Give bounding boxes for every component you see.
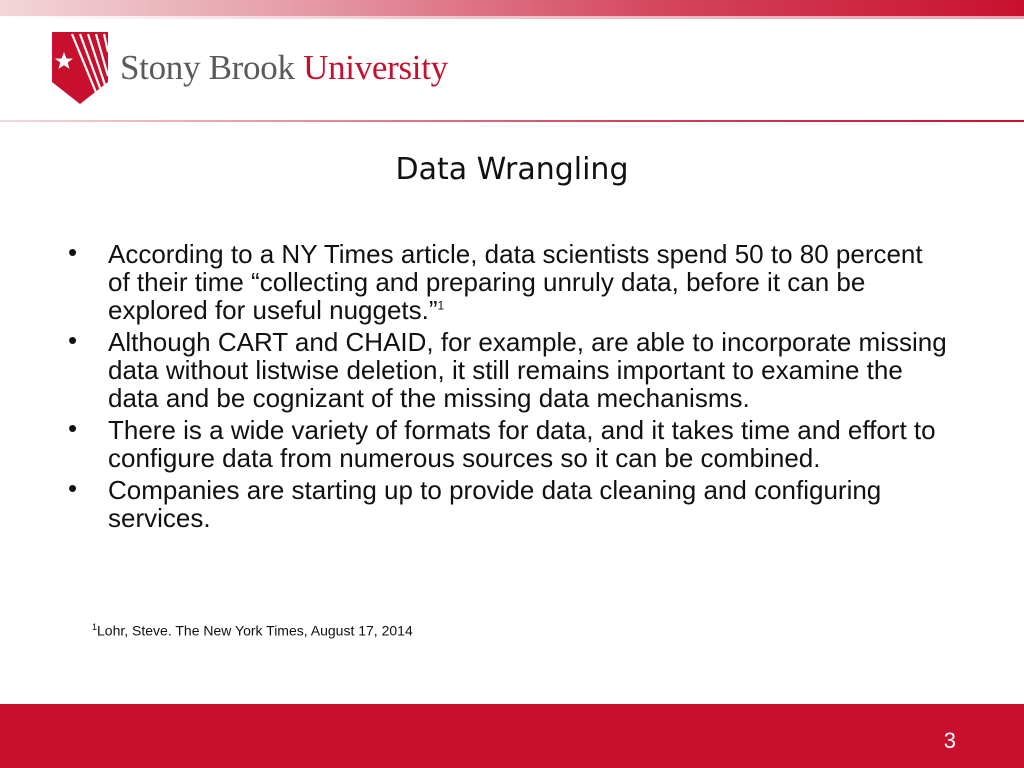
bullet-text: According to a NY Times article, data scientists spend 50 to 80 percent of their time “collecting and preparing unruly data, before it can be explored for useful nuggets.” bbox=[108, 239, 923, 325]
bullet-item bbox=[68, 325, 948, 413]
university-wordmark bbox=[120, 48, 448, 88]
footer-bar bbox=[0, 704, 1024, 768]
bullet-icon: • bbox=[68, 473, 78, 503]
citation-marker: 1 bbox=[437, 298, 445, 313]
footnote-marker: 1 bbox=[92, 622, 98, 632]
bullet-icon: • bbox=[68, 413, 78, 443]
bullet-icon: • bbox=[68, 237, 78, 267]
footnote bbox=[92, 622, 413, 639]
bullet-text: Companies are starting up to provide data cleaning and configuring services. bbox=[108, 475, 882, 533]
slide-title: Data Wrangling bbox=[395, 152, 629, 187]
bullet-text: There is a wide variety of formats for data, and it takes time and effort to configure data from numerous sources so it can be combined. bbox=[108, 415, 936, 473]
footnote-text: Lohr, Steve. The New York Times, August 17, 2014 bbox=[97, 622, 413, 639]
shield-star-icon bbox=[50, 30, 110, 106]
bullet-text: Although CART and CHAID, for example, are able to incorporate missing data without listwise deletion, it still remains important to examine the data and be cognizant of the missing data mechanisms. bbox=[108, 327, 947, 413]
page-number: 3 bbox=[943, 728, 956, 753]
bullet-list bbox=[68, 237, 948, 536]
top-accent-stripe bbox=[0, 0, 1024, 16]
university-logo bbox=[50, 30, 470, 106]
wordmark-university: University bbox=[303, 48, 448, 87]
wordmark-stony-brook: Stony Brook bbox=[120, 48, 295, 87]
bullet-item bbox=[68, 473, 948, 533]
bullet-item bbox=[68, 237, 948, 325]
bullet-item bbox=[68, 413, 948, 473]
bullet-icon: • bbox=[68, 325, 78, 355]
header-divider bbox=[0, 120, 1024, 122]
